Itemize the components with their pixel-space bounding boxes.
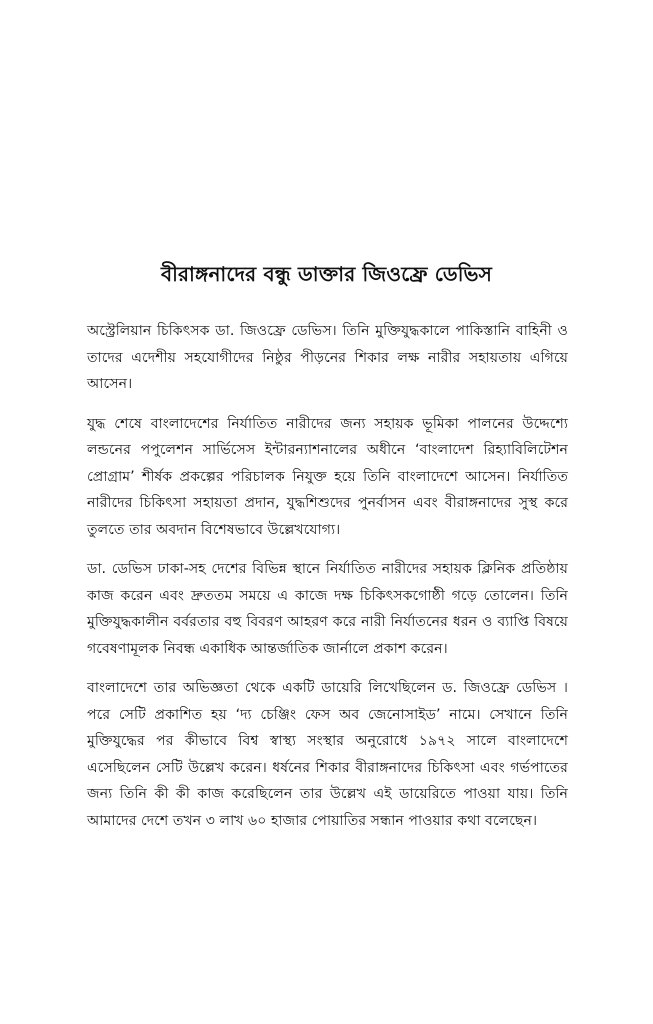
paragraph-1: অস্ট্রেলিয়ান চিকিৎসক ডা. জিওফ্রে ডেভিস। তিনি মুক্তিযুদ্ধকালে পাকিস্তানি বাহিনী ও তাদের এদেশীয় সহযোগীদের নিষ্ঠুর পীড়নের শিকার লক্ষ নারীর সহায়তায় এগিয়ে আসেন। bbox=[87, 323, 568, 392]
paragraph-3: ডা. ডেভিস ঢাকা-সহ দেশের বিভিন্ন স্থানে নির্যাতিত নারীদের সহায়ক ক্লিনিক প্রতিষ্ঠায় কাজ করেন এবং দ্রুততম সময়ে এ কাজে দক্ষ চিকিৎসকগোষ্ঠী গড়ে তোলেন। তিনি মুক্তিযুদ্ধকালীন বর্বরতার বহু বিবরণ আহরণ করে নারী নির্যাতনের ধরন ও ব্যাপ্তি বিষয়ে গবেষণামূলক নিবন্ধ একাধিক আন্তর্জাতিক জার্নালে প্রকাশ করেন। bbox=[87, 561, 568, 657]
body-text bbox=[87, 318, 568, 847]
paragraph-4: বাংলাদেশে তার অভিজ্ঞতা থেকে একটি ডায়েরি লিখেছিলেন ড. জিওফ্রে ডেভিস । পরে সেটি প্রকাশিত হয় ‘দ্য চেঞ্জিং ফেস অব জেনোসাইড’ নামে। সেখানে তিনি মুক্তিযুদ্ধের পর কীভাবে বিশ্ব স্বাস্থ্য সংস্থার অনুরোধে ১৯৭২ সালে বাংলাদেশে এসেছিলেন সেটি উল্লেখ করেন। ধর্ষনের শিকার বীরাঙ্গনাদের চিকিৎসা এবং গর্ভপাতের জন্য তিনি কী কী কাজ করেছিলেন তার উল্লেখ এই ডায়েরিতে পাওয়া যায়। তিনি আমাদের দেশে তখন ৩ লাখ ৬০ হাজার পোয়াতির সন্ধান পাওয়ার কথা বলেছেন। bbox=[87, 680, 568, 829]
paragraph-2: যুদ্ধ শেষে বাংলাদেশের নির্যাতিত নারীদের জন্য সহায়ক ভূমিকা পালনের উদ্দেশ্যে লন্ডনের পপুলেশন সার্ভিসেস ইন্টারন্যাশনালের অধীনে ‘বাংলাদেশ রিহ্যাবিলিটেশন প্রোগ্রাম’ শীর্ষক প্রকল্পের পরিচালক নিযুক্ত হয়ে তিনি বাংলাদেশে আসেন। নির্যাতিত নারীদের চিকিৎসা সহায়তা প্রদান, যুদ্ধশিশুদের পুনর্বাসন এবং বীরাঙ্গনাদের সুস্থ করে তুলতে তার অবদান বিশেষভাবে উল্লেখযোগ্য। bbox=[87, 415, 568, 538]
page-title: বীরাঙ্গনাদের বন্ধু ডাক্তার জিওফ্রে ডেভিস bbox=[160, 262, 493, 287]
